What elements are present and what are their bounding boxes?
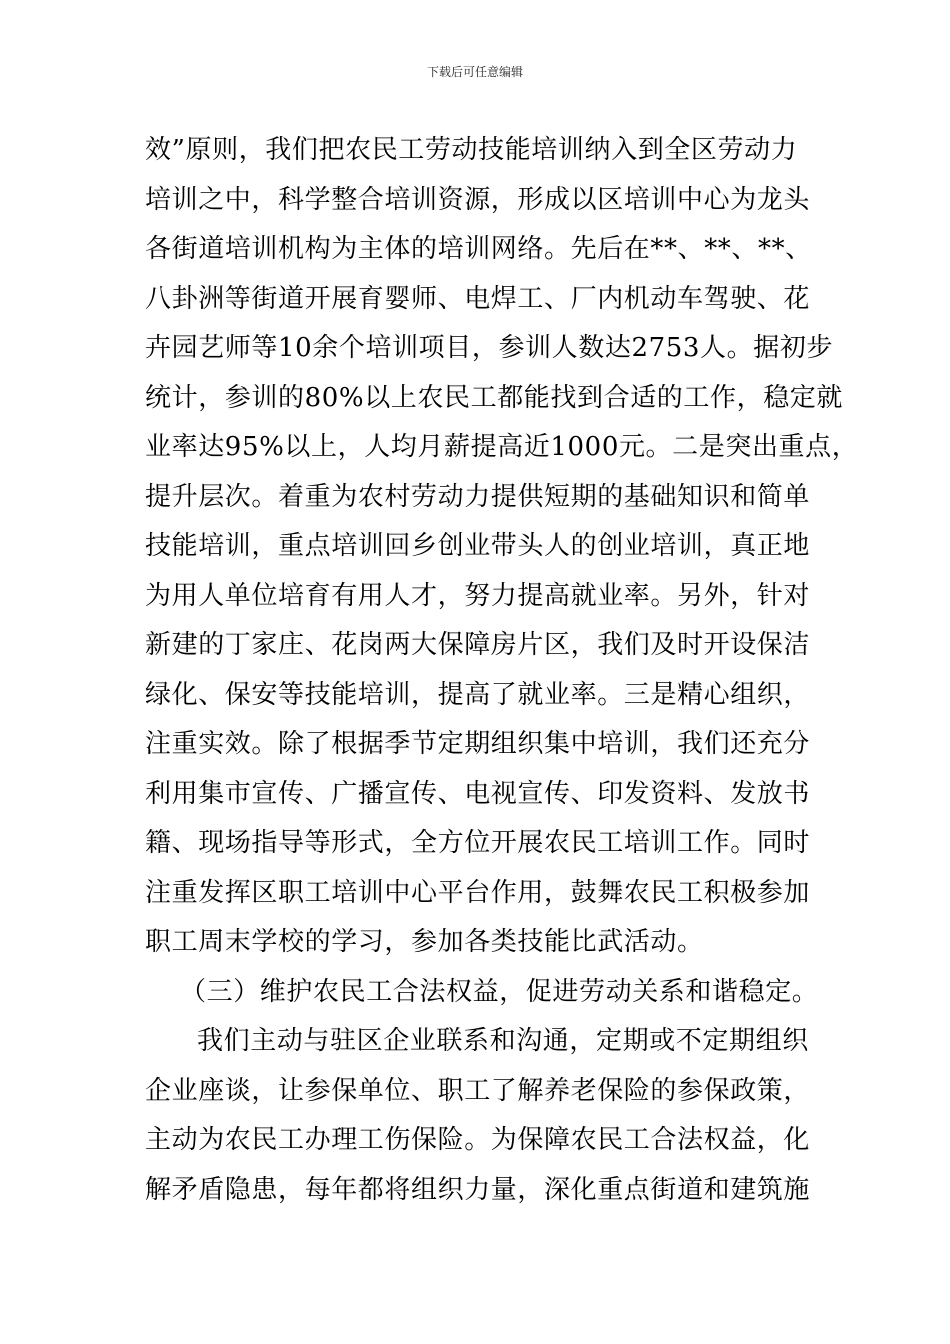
text-line: 技能培训，重点培训回乡创业带头人的创业培训，真正地: [145, 531, 811, 561]
text-line: 籍、现场指导等形式，全方位开展农民工培训工作。同时: [145, 828, 811, 858]
text-line: 业率达95%以上，人均月薪提高近1000元。二是突出重点，: [145, 432, 859, 462]
text-line: 各街道培训机构为主体的培训网络。先后在**、**、**、: [145, 234, 812, 264]
text-line: 注重发挥区职工培训中心平台作用，鼓舞农民工积极参加: [145, 878, 811, 908]
paragraph-first-line: 我们主动与驻区企业联系和沟通，定期或不定期组织: [197, 1026, 809, 1056]
text-line: 利用集市宣传、广播宣传、电视宣传、印发资料、发放书: [145, 779, 811, 809]
text-line: 企业座谈，让参保单位、职工了解养老保险的参保政策，: [145, 1076, 811, 1106]
text-line: 职工周末学校的学习，参加各类技能比武活动。: [145, 927, 704, 957]
text-line: 绿化、保安等技能培训，提高了就业率。三是精心组织，: [145, 680, 811, 710]
page-header: 下载后可任意编辑: [426, 65, 523, 79]
text-line: 新建的丁家庄、花岗两大保障房片区，我们及时开设保洁: [145, 630, 811, 660]
text-line: 注重实效。除了根据季节定期组织集中培训，我们还充分: [145, 729, 811, 759]
text-line: 为用人单位培育有用人才，努力提高就业率。另外，针对: [145, 581, 811, 611]
text-line: 培训之中，科学整合培训资源，形成以区培训中心为龙头: [145, 185, 811, 215]
text-line: 八卦洲等街道开展育婴师、电焊工、厂内机动车驾驶、花: [145, 284, 811, 314]
text-line: 主动为农民工办理工伤保险。为保障农民工合法权益，化: [145, 1125, 811, 1155]
text-line: 统计，参训的80%以上农民工都能找到合适的工作，稳定就: [145, 383, 843, 413]
text-line: 卉园艺师等10余个培训项目，参训人数达2753人。据初步: [145, 333, 834, 363]
section-heading: （三）维护农民工合法权益，促进劳动关系和谐稳定。: [180, 977, 819, 1007]
text-line: 解矛盾隐患，每年都将组织力量，深化重点街道和建筑施: [145, 1175, 811, 1205]
text-line: 效”原则，我们把农民工劳动技能培训纳入到全区劳动力: [145, 135, 798, 165]
text-line: 提升层次。着重为农村劳动力提供短期的基础知识和简单: [145, 482, 811, 512]
